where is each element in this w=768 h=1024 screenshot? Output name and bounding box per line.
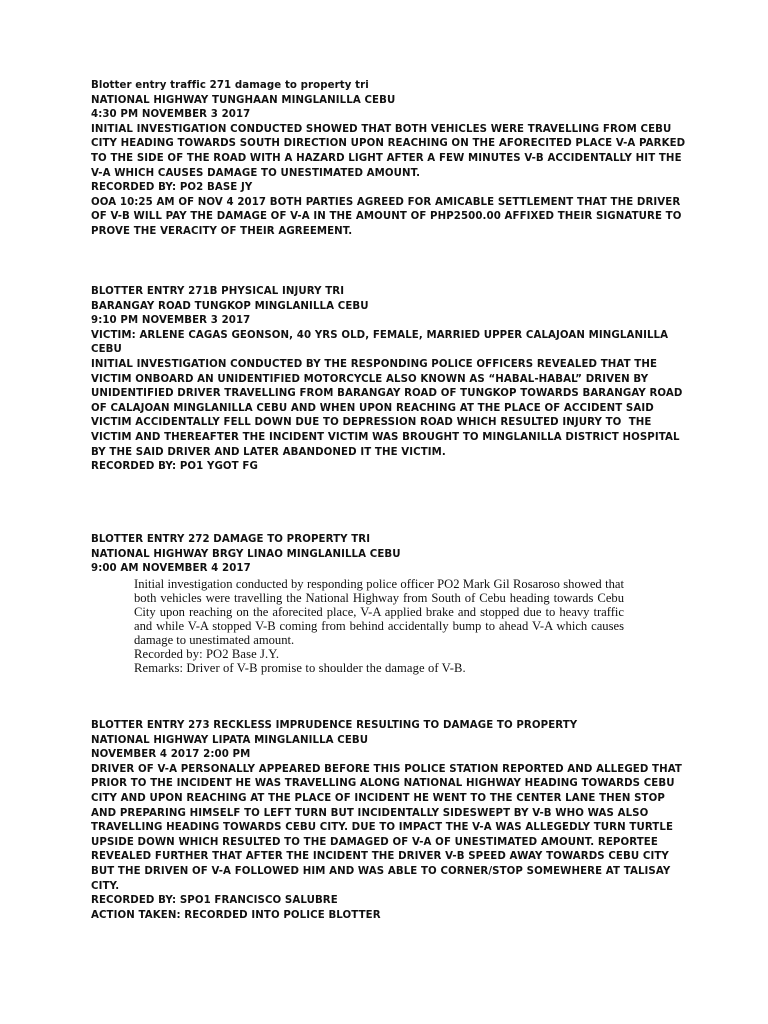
entry-datetime: 4:30 PM NOVEMBER 3 2017: [91, 109, 251, 121]
entry-ooa: OOA 10:25 AM OF NOV 4 2017 BOTH PARTIES AGREED FOR AMICABLE SETTLEMENT THAT THE DRIVER OF V-B WILL PAY THE DAMAGE OF V-A IN THE AMOUNT OF PHP2500.00 AFFIXED THEIR SIGNATURE TO PROVE THE VERACITY OF THEIR AGREEMENT.: [91, 196, 686, 237]
entry-remarks: Remarks: Driver of V-B promise to shoulder the damage of V-B.: [134, 661, 466, 676]
entry-location: NATIONAL HIGHWAY BRGY LINAO MINGLANILLA CEBU: [91, 548, 401, 560]
entry-narrative: Initial investigation conducted by responding police officer PO2 Mark Gil Rosaroso showed that both vehicles were travelling the National Highway from South of Cebu heading towards Cebu City upon reaching on the aforecited place, V-A applied brake and stopped due to heavy traffic and while V-A stopped V-B coming from behind accidentally bump to ahead V-A which causes damage to unestimated amount.: [134, 576, 628, 648]
entry-recorded-by: RECORDED BY: PO1 YGOT FG: [91, 461, 258, 473]
blotter-entry-273: [91, 719, 691, 923]
blotter-entry-271b: [91, 285, 691, 475]
blotter-entry-271: [91, 79, 691, 240]
entry-title: Blotter entry traffic 271 damage to property tri: [91, 80, 369, 91]
entry-recorded-by: RECORDED BY: SPO1 FRANCISCO SALUBRE: [91, 895, 338, 907]
entry-action-taken: ACTION TAKEN: RECORDED INTO POLICE BLOTTER: [91, 909, 381, 921]
entry-title: BLOTTER ENTRY 272 DAMAGE TO PROPERTY TRI: [91, 534, 371, 545]
entry-datetime: NOVEMBER 4 2017 2:00 PM: [91, 749, 251, 761]
entry-narrative: INITIAL INVESTIGATION CONDUCTED BY THE RESPONDING POLICE OFFICERS REVEALED THAT THE VICTIM ONBOARD AN UNIDENTIFIED MOTORCYCLE ALSO KNOWN AS “HABAL-HABAL” DRIVEN BY UNIDENTIFIED DRIVER TRAVELLING FROM BARANGAY ROAD OF TUNGKOP TOWARDS BARANGAY ROAD OF CALAJOAN MINGLANILLA CEBU AND WHEN UPON REACHING AT THE PLACE OF ACCIDENT SAID VICTIM ACCIDENTALLY FELL DOWN DUE TO DEPRESSION ROAD WHICH RESULTED INJURY TO THE VICTIM AND THEREAFTER THE INCIDENT VICTIM WAS BROUGHT TO MINGLANILLA DISTRICT HOSPITAL BY THE SAID DRIVER AND LATER ABANDONED IT THE VICTIM.: [91, 358, 687, 458]
entry-location: NATIONAL HIGHWAY TUNGHAAN MINGLANILLA CEBU: [91, 94, 396, 106]
entry-datetime: 9:10 PM NOVEMBER 3 2017: [91, 315, 251, 327]
entry-narrative: INITIAL INVESTIGATION CONDUCTED SHOWED THAT BOTH VEHICLES WERE TRAVELLING FROM CEBU CITY HEADING TOWARDS SOUTH DIRECTION UPON REACHING ON THE AFORECITED PLACE V-A PARKED TO THE SIDE OF THE ROAD WITH A HAZARD LIGHT AFTER A FEW MINUTES V-B ACCIDENTALLY HIT THE V-A WHICH CAUSES DAMAGE TO UNESTIMATED AMOUNT.: [91, 123, 689, 179]
entry-title: BLOTTER ENTRY 273 RECKLESS IMPRUDENCE RESULTING TO DAMAGE TO PROPERTY: [91, 720, 578, 731]
entry-location: BARANGAY ROAD TUNGKOP MINGLANILLA CEBU: [91, 300, 369, 312]
entry-location: NATIONAL HIGHWAY LIPATA MINGLANILLA CEBU: [91, 734, 369, 746]
entry-datetime: 9:00 AM NOVEMBER 4 2017: [91, 563, 251, 575]
blotter-entry-272: [91, 533, 691, 675]
entry-narrative: DRIVER OF V-A PERSONALLY APPEARED BEFORE THIS POLICE STATION REPORTED AND ALLEGED THAT PRIOR TO THE INCIDENT HE WAS TRAVELLING ALONG NATIONAL HIGHWAY HEADING TOWARDS CEBU CITY AND UPON REACHING AT THE PLACE OF INCIDENT HE WENT TO THE CENTER LANE THEN STOP AND PREPARING HIMSELF TO LEFT TURN BUT INCIDENTALLY SIDESWEPT BY V-B WHO WAS ALSO TRAVELLING HEADING TOWARDS CEBU CITY. DUE TO IMPACT THE V-A WAS ALLEGEDLY TURN TURTLE UPSIDE DOWN WHICH RESULTED TO THE DAMAGED OF V-A OF UNESTIMATED AMOUNT. REPORTEE REVEALED FURTHER THAT AFTER THE INCIDENT THE DRIVER V-B SPEED AWAY TOWARDS CEBU CITY BUT THE DRIVEN OF V-A FOLLOWED HIM AND WAS ABLE TO CORNER/STOP SOMEWHERE AT TALISAY CITY.: [91, 763, 686, 892]
entry-victim: VICTIM: ARLENE CAGAS GEONSON, 40 YRS OLD, FEMALE, MARRIED UPPER CALAJOAN MINGLANILLA CEBU: [91, 329, 672, 356]
entry-title: BLOTTER ENTRY 271B PHYSICAL INJURY TRI: [91, 286, 345, 297]
entry-recorded-by: Recorded by: PO2 Base J.Y.: [134, 647, 280, 662]
entry-recorded-by: RECORDED BY: PO2 BASE JY: [91, 182, 253, 194]
